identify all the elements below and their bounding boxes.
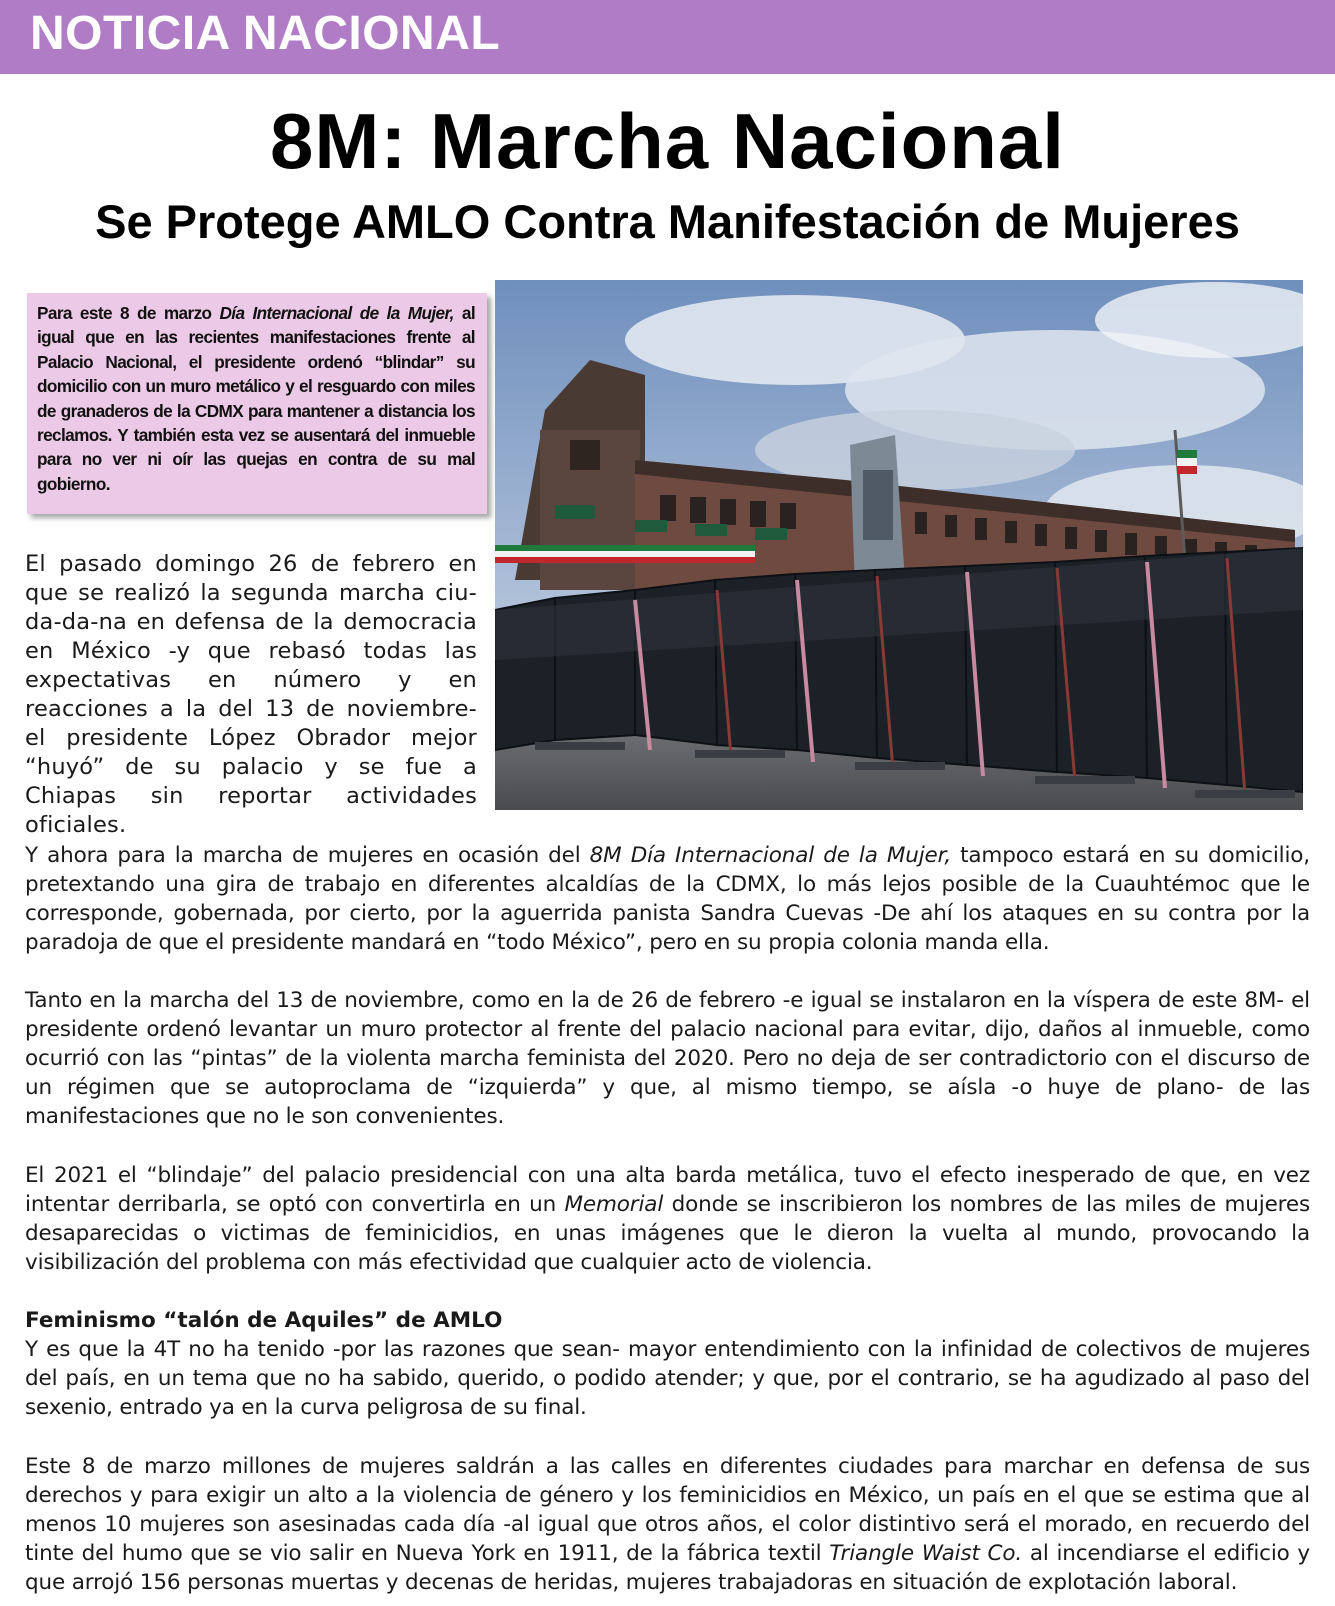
- summary-text: Para este 8 de marzo Día Internacional de la Mujer, al igual que en las recientes manifestaciones frente al Palacio Nacional, el presidente ordenó “blindar” su domicilio con un muro metálico y el resguardo con miles de granaderos de la CDMX para mantener a distancia los reclamos. Y también esta vez se ausentará del inmueble para no ver ni oír las quejas en contra de su mal gobierno.: [37, 303, 476, 494]
- headline-title: 8M: Marcha Nacional: [270, 97, 1065, 185]
- palace-with-metal-wall-image: [495, 280, 1303, 810]
- paragraph-2: Tanto en la marcha del 13 de noviembre, como en la de 26 de febrero -e igual se instalaron en la víspera de este 8M- el presidente ordenó levantar un muro protector al frente del palacio nacional para evitar, dijo, daños al inmueble, como ocurrió con las “pintas” de la violenta marcha feminista del 2020. Pero no deja de ser contradictorio con el discurso de un régimen que se autoproclama de “izquierda” y que, al mismo tiempo, se aísla -o huye de plano- de las manifestaciones que no le son convenientes.: [25, 988, 1310, 1129]
- paragraph-3: El 2021 el “blindaje” del palacio presidencial con una alta barda metálica, tuvo el efecto inesperado de que, en vez intentar derribarla, se optó con convertirla en un Memorial donde se inscribieron los nombres de las miles de mujeres desaparecidas o victimas de feminicidios, en unas imágenes que le dieron la vuelta al mundo, provocando la visibilización del problema con más efectividad que cualquier acto de violencia.: [25, 1163, 1311, 1275]
- paragraph-1: Y ahora para la marcha de mujeres en ocasión del 8M Día Internacional de la Mujer, tampoco estará en su domicilio, pretextando una gira de trabajo en diferentes alcaldías de la CDMX, lo más lejos posible de la Cuauhtémoc que le corresponde, gobernada, por cierto, por la aguerrida panista Sandra Cuevas -De ahí los ataques en su contra por la paradoja de que el presidente mandará en “todo México”, pero en su propia colonia manda ella.: [25, 843, 1310, 955]
- summary-box: [27, 293, 487, 514]
- paragraph-5: Este 8 de marzo millones de mujeres saldrán a las calles en diferentes ciudades para marchar en defensa de sus derechos y para exigir un alto a la violencia de género y los feminicidios en México, un país en el que se estima que al menos 10 mujeres son asesinadas cada día -al igual que otros años, el color distintivo será el morado, en recuerdo del tinte del humo que se vio salir en Nueva York en 1911, de la fábrica textil Triangle Waist Co. al incendiarse el edificio y que arrojó 156 personas muertas y decenas de heridas, mujeres trabajadoras en situación de explotación laboral.: [25, 1454, 1310, 1595]
- paragraph-4: Y es que la 4T no ha tenido -por las razones que sean- mayor entendimiento con la infinidad de colectivos de mujeres del país, en un tema que no ha sabido, querido, o podido atender; y que, por el contrario, se ha agudizado al paso del sexenio, entrado ya en la curva peligrosa de su final.: [25, 1337, 1310, 1420]
- side-column-text: El pasado domingo 26 de febrero en que se realizó la segunda marcha ciu-da-da-na en defensa de la democracia en México -y que rebasó todas las expectativas en número y en reacciones a la del 13 de noviembre- el presidente López Obrador mejor “huyó” de su palacio y se fue a Chiapas sin reportar actividades oficiales.: [25, 551, 477, 838]
- article-photo: [495, 280, 1303, 810]
- headline-subtitle: Se Protege AMLO Contra Manifestación de Mujeres: [95, 195, 1240, 248]
- section-banner: [0, 0, 1335, 74]
- section-heading: Feminismo “talón de Aquiles” de AMLO: [25, 1308, 503, 1333]
- section-label: NOTICIA NACIONAL: [30, 7, 501, 60]
